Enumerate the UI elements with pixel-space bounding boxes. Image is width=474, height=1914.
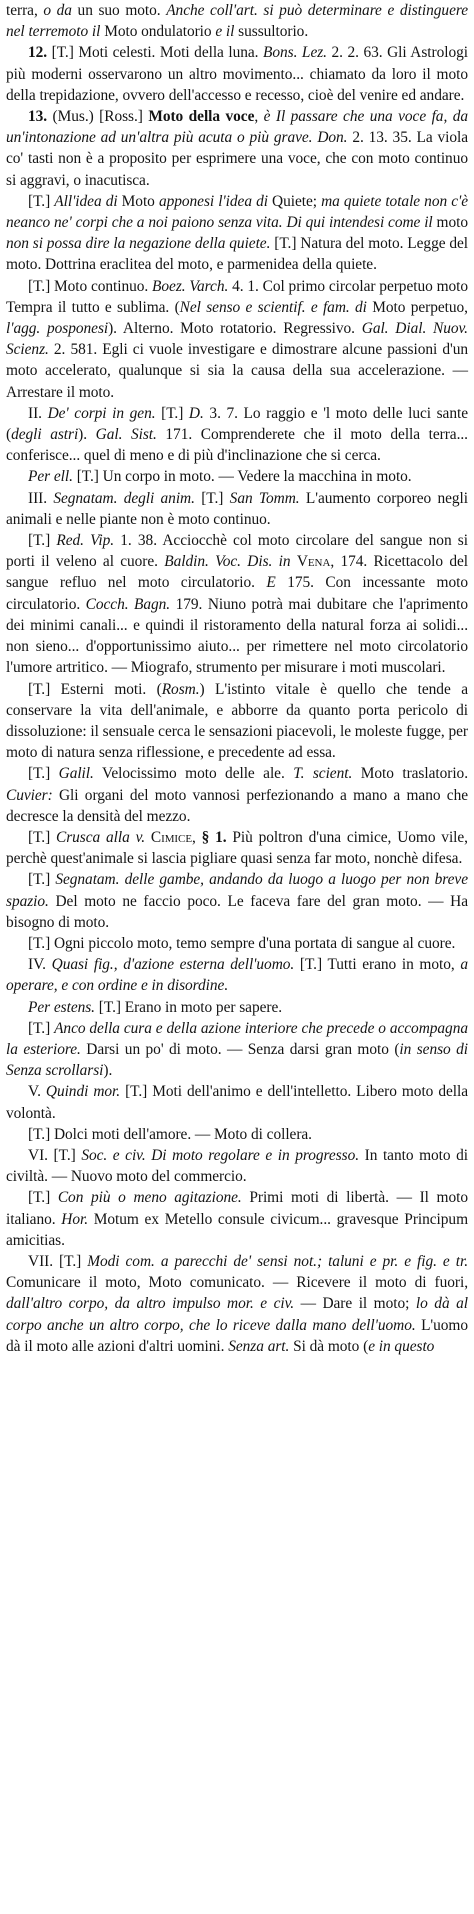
text-segment: 13.: [28, 108, 48, 126]
text-segment: Anco della cura e della azione interiore che precede o accompagna la esteriore.: [6, 1019, 468, 1058]
text-segment: [T.]: [28, 532, 57, 550]
text-segment: [T.] Dolci moti dell'amore. — Moto di collera.: [28, 1125, 312, 1143]
text-segment: E: [266, 574, 276, 592]
dictionary-paragraph: [6, 679, 468, 764]
text-segment: Gal. Dial. Nuov. Scienz.: [6, 320, 468, 359]
dictionary-paragraph: [6, 106, 468, 191]
text-segment: De' corpi in gen.: [47, 404, 156, 422]
text-segment: IV.: [28, 956, 52, 974]
dictionary-paragraph: [6, 530, 468, 678]
dictionary-paragraph: [6, 763, 468, 827]
text-segment: D.: [188, 404, 204, 422]
dictionary-paragraph: [6, 191, 468, 276]
text-segment: [T.] Moto continuo.: [28, 277, 153, 295]
text-segment: Darsi un po' di moto. — Senza darsi gran moto (: [80, 1040, 400, 1058]
text-segment: Modi com. a parecchi de' sensi not.; taluni e pr. e fig. e tr.: [87, 1252, 468, 1270]
text-segment: [T.] Un corpo in moto. — Vedere la macchina in moto.: [72, 468, 412, 486]
text-segment: — Dare il moto;: [294, 1295, 416, 1313]
text-segment: All'idea di: [54, 192, 118, 210]
text-segment: III.: [28, 489, 54, 507]
text-segment: [T.]: [28, 765, 59, 783]
text-segment: 2. 13. 35. La viola co' tasti non è a proposito per esprimere una voce, che con moto continuo si aggravi, o inacutisca.: [6, 129, 468, 189]
text-segment: terra,: [6, 2, 44, 19]
text-segment: Segnatam. degli anim.: [53, 489, 195, 507]
text-segment: e in questo: [368, 1337, 435, 1355]
text-segment: Hor.: [61, 1210, 89, 1228]
text-segment: ,: [192, 828, 202, 846]
text-segment: [T.] Moti celesti. Moti della luna.: [47, 44, 264, 62]
text-segment: 12.: [28, 44, 48, 62]
text-segment: [T.] Ogni piccolo moto, temo sempre d'una portata di sangue al cuore.: [28, 934, 456, 952]
dictionary-paragraph: [6, 869, 468, 933]
text-segment: Baldin. Voc. Dis. in: [164, 553, 291, 571]
text-segment: [T.]: [28, 1189, 58, 1207]
text-segment: [T.] Moti dell'animo e dell'intelletto. Libero moto della volontà.: [6, 1083, 468, 1122]
text-segment: ). Alterno. Moto rotatorio. Regressivo.: [108, 320, 362, 338]
text-segment: l'agg. posponesi: [6, 320, 109, 338]
text-segment: Moto ondulatorio: [100, 23, 216, 41]
text-segment: [T.]: [28, 828, 56, 846]
text-segment: In tanto moto di civiltà. — Nuovo moto del commercio.: [6, 1146, 468, 1186]
text-segment: , 174. Ricettacolo del sangue refluo nel moto circulatorio.: [6, 553, 468, 592]
dictionary-paragraph: [6, 276, 468, 403]
dictionary-paragraph: [6, 827, 468, 869]
text-segment: Motum ex Metello consule civicum... gravesque Principum amicitias.: [6, 1210, 468, 1249]
text-segment: 2. 2. 63. Gli Astrologi più moderni osservarono un altro movimento... chiamato da loro il moto della trepidazione, ovvero dell'accesso e recesso, cioè del venire ed andare.: [6, 44, 468, 104]
text-segment: II.: [28, 404, 48, 422]
text-segment: 171. Comprenderete che il moto della terra... conferisce... quel di meno e di più d'inclinazione che si cerca.: [6, 426, 468, 465]
text-segment: [T.]: [155, 404, 189, 422]
text-segment: Per ell.: [28, 468, 73, 486]
text-segment: San Tomm.: [229, 489, 300, 507]
dictionary-paragraph: [6, 1145, 468, 1187]
text-segment: [T.]: [194, 489, 230, 507]
text-segment: Gli organi del moto vannosi perfezionando a mano a mano che decresce la densità del mezzo.: [6, 786, 468, 825]
text-segment: Del moto ne faccio poco. Le faceva fare del gran moto. — Ha bisogno di moto.: [6, 892, 468, 931]
text-segment: Rosm.: [161, 680, 200, 698]
text-segment: Red. Vip.: [56, 532, 115, 550]
text-segment: lo dà al corpo anche un altro corpo, che lo riceve dalla mano dell'uomo.: [6, 1295, 468, 1334]
text-segment: Moto della voce: [148, 108, 255, 126]
dictionary-paragraph: [6, 466, 468, 487]
dictionary-paragraph: [6, 1187, 468, 1251]
text-segment: V.: [28, 1083, 46, 1101]
text-segment: Comunicare il moto, Moto comunicato. — Ricevere il moto di fuori,: [6, 1274, 468, 1292]
text-segment: L'uomo dà il moto alle azioni d'altri uomini.: [6, 1316, 469, 1355]
text-segment: § 1.: [201, 828, 227, 846]
text-segment: Quasi fig., d'azione esterna dell'uomo.: [51, 956, 295, 974]
text-segment: Gal. Sist.: [95, 426, 157, 444]
text-segment: Si dà moto (: [289, 1337, 369, 1355]
text-segment: 179. Niuno potrà mai dubitare che l'aprimento dei minimi canali... e quindi il ristoramento della natural forza ai solidi... non sieno... d'opportunissimo aiuto... per rimettere nel moto circolatorio l'umore artritico. — Miografo, strumento per misurare i moti muscolari.: [6, 595, 468, 677]
text-segment: VII. [T.]: [28, 1252, 88, 1270]
text-segment: o da: [43, 2, 72, 19]
text-segment: Cimice: [150, 828, 192, 846]
text-segment: Galil.: [58, 765, 94, 783]
text-segment: [T.] Esterni moti. (: [28, 680, 162, 698]
text-segment: ) L'istinto vitale è quello che tende a conservare la vita dell'animale, e abborre da quanto porta pericolo di dissoluzione: il sensuale cerca le sensazioni piacevoli, le moleste fugge, per moto di natura senza riflessione, e precedente ad essa.: [6, 680, 468, 762]
text-segment: Crusca alla v.: [56, 828, 146, 846]
dictionary-paragraph: [6, 1251, 468, 1357]
text-segment: [T.] Tutti erano in moto,: [294, 956, 461, 974]
dictionary-paragraph: [6, 954, 468, 996]
text-segment: Boez. Varch.: [152, 277, 229, 295]
dictionary-paragraph: [6, 403, 468, 467]
text-segment: VI. [T.]: [28, 1146, 82, 1164]
text-segment: Nel senso e scientif. e fam. di: [179, 298, 367, 316]
text-segment: Moto perpetuo,: [366, 298, 468, 316]
dictionary-paragraph: [6, 1018, 468, 1082]
dictionary-paragraph: [6, 42, 468, 106]
text-segment: degli astri: [11, 426, 79, 444]
text-segment: dall'altro corpo, da altro impulso mor. e civ.: [6, 1295, 295, 1313]
text-segment: Anche coll'art. si può determinare e distinguere nel terremoto il: [6, 2, 468, 41]
text-segment: un suo moto.: [71, 2, 167, 19]
dictionary-page: [6, 0, 468, 1357]
text-segment: [T.] Erano in moto per sapere.: [94, 998, 283, 1016]
text-segment: moto: [432, 214, 468, 232]
text-segment: ).: [103, 1062, 113, 1080]
text-segment: [T.]: [28, 871, 56, 889]
text-segment: ma quiete totale non c'è neanco ne' corpi che a noi paiono senza vita. Di qui intendesi come il: [6, 192, 469, 232]
text-segment: Primi moti di libertà. — Il moto italiano.: [6, 1189, 468, 1228]
text-segment: ,: [254, 108, 264, 126]
text-segment: Quindi mor.: [45, 1083, 121, 1101]
text-segment: è Il passare che una voce fa, da un'intonazione ad un'altra più acuta o più grave. Don.: [6, 108, 468, 147]
text-segment: 3. 7. Lo raggio e 'l moto delle luci sante (: [6, 404, 468, 444]
dictionary-paragraph: [6, 1081, 468, 1123]
text-segment: Vena: [296, 553, 331, 571]
dictionary-paragraph: [6, 488, 468, 530]
text-segment: [T.] Natura del moto. Legge del moto. Dottrina eraclitea del moto, e parmenidea della quiete.: [6, 235, 468, 274]
text-segment: e il: [215, 23, 235, 41]
text-segment: 2. 581. Egli ci vuole investigare e dimostrare alcune passioni d'un moto accelerato, qualunque si sia la causa della sua accelerazione. — Arrestare il moto.: [6, 341, 468, 401]
text-segment: Bons. Lez.: [263, 44, 327, 62]
text-segment: a operare, e con ordine e in disordine.: [6, 956, 468, 995]
dictionary-paragraph: [6, 997, 468, 1018]
text-segment: ).: [78, 426, 96, 444]
text-segment: Con più o meno agitazione.: [57, 1189, 242, 1207]
text-segment: 175. Con incessante moto circulatorio.: [6, 574, 468, 613]
text-segment: Soc. e civ. Di moto regolare e in progresso.: [81, 1146, 360, 1164]
text-segment: T. scient.: [293, 765, 353, 783]
dictionary-paragraph: [6, 1124, 468, 1145]
text-segment: Per estens.: [28, 998, 95, 1016]
text-segment: Segnatam. delle gambe, andando da luogo a luogo per non breve spazio.: [6, 871, 468, 910]
text-segment: Cuvier:: [6, 786, 53, 804]
text-segment: [T.]: [28, 192, 55, 210]
dictionary-paragraph: [6, 0, 468, 42]
text-segment: Moto: [117, 192, 159, 210]
text-segment: in senso di Senza scrollarsi: [6, 1040, 468, 1080]
text-segment: 4. 1. Col primo circolar perpetuo moto Tempra il tutto e sublima. (: [6, 277, 469, 316]
text-segment: Più poltron d'una cimice, Uomo vile, perchè quest'animale si lascia pigliare quasi senza far moto, nonchè difesa.: [6, 828, 468, 868]
text-segment: Quiete;: [267, 192, 322, 210]
text-segment: Moto traslatorio.: [352, 765, 468, 783]
text-segment: Senza art.: [228, 1337, 290, 1355]
text-segment: [T.]: [28, 1019, 55, 1037]
text-segment: (Mus.) [Ross.]: [47, 108, 149, 126]
text-segment: 1. 38. Acciocchè col moto circolare del sangue non si porti il veleno al cuore.: [6, 532, 468, 571]
text-segment: Cocch. Bagn.: [85, 595, 171, 613]
text-segment: sussultorio.: [234, 23, 309, 41]
text-segment: non si possa dire la negazione della quiete.: [6, 235, 271, 253]
text-segment: Velocissimo moto delle ale.: [93, 765, 294, 783]
text-segment: apponesi l'idea di: [158, 192, 268, 210]
dictionary-paragraph: [6, 933, 468, 954]
text-segment: L'aumento corporeo negli animali e nelle piante non è moto continuo.: [6, 489, 468, 528]
